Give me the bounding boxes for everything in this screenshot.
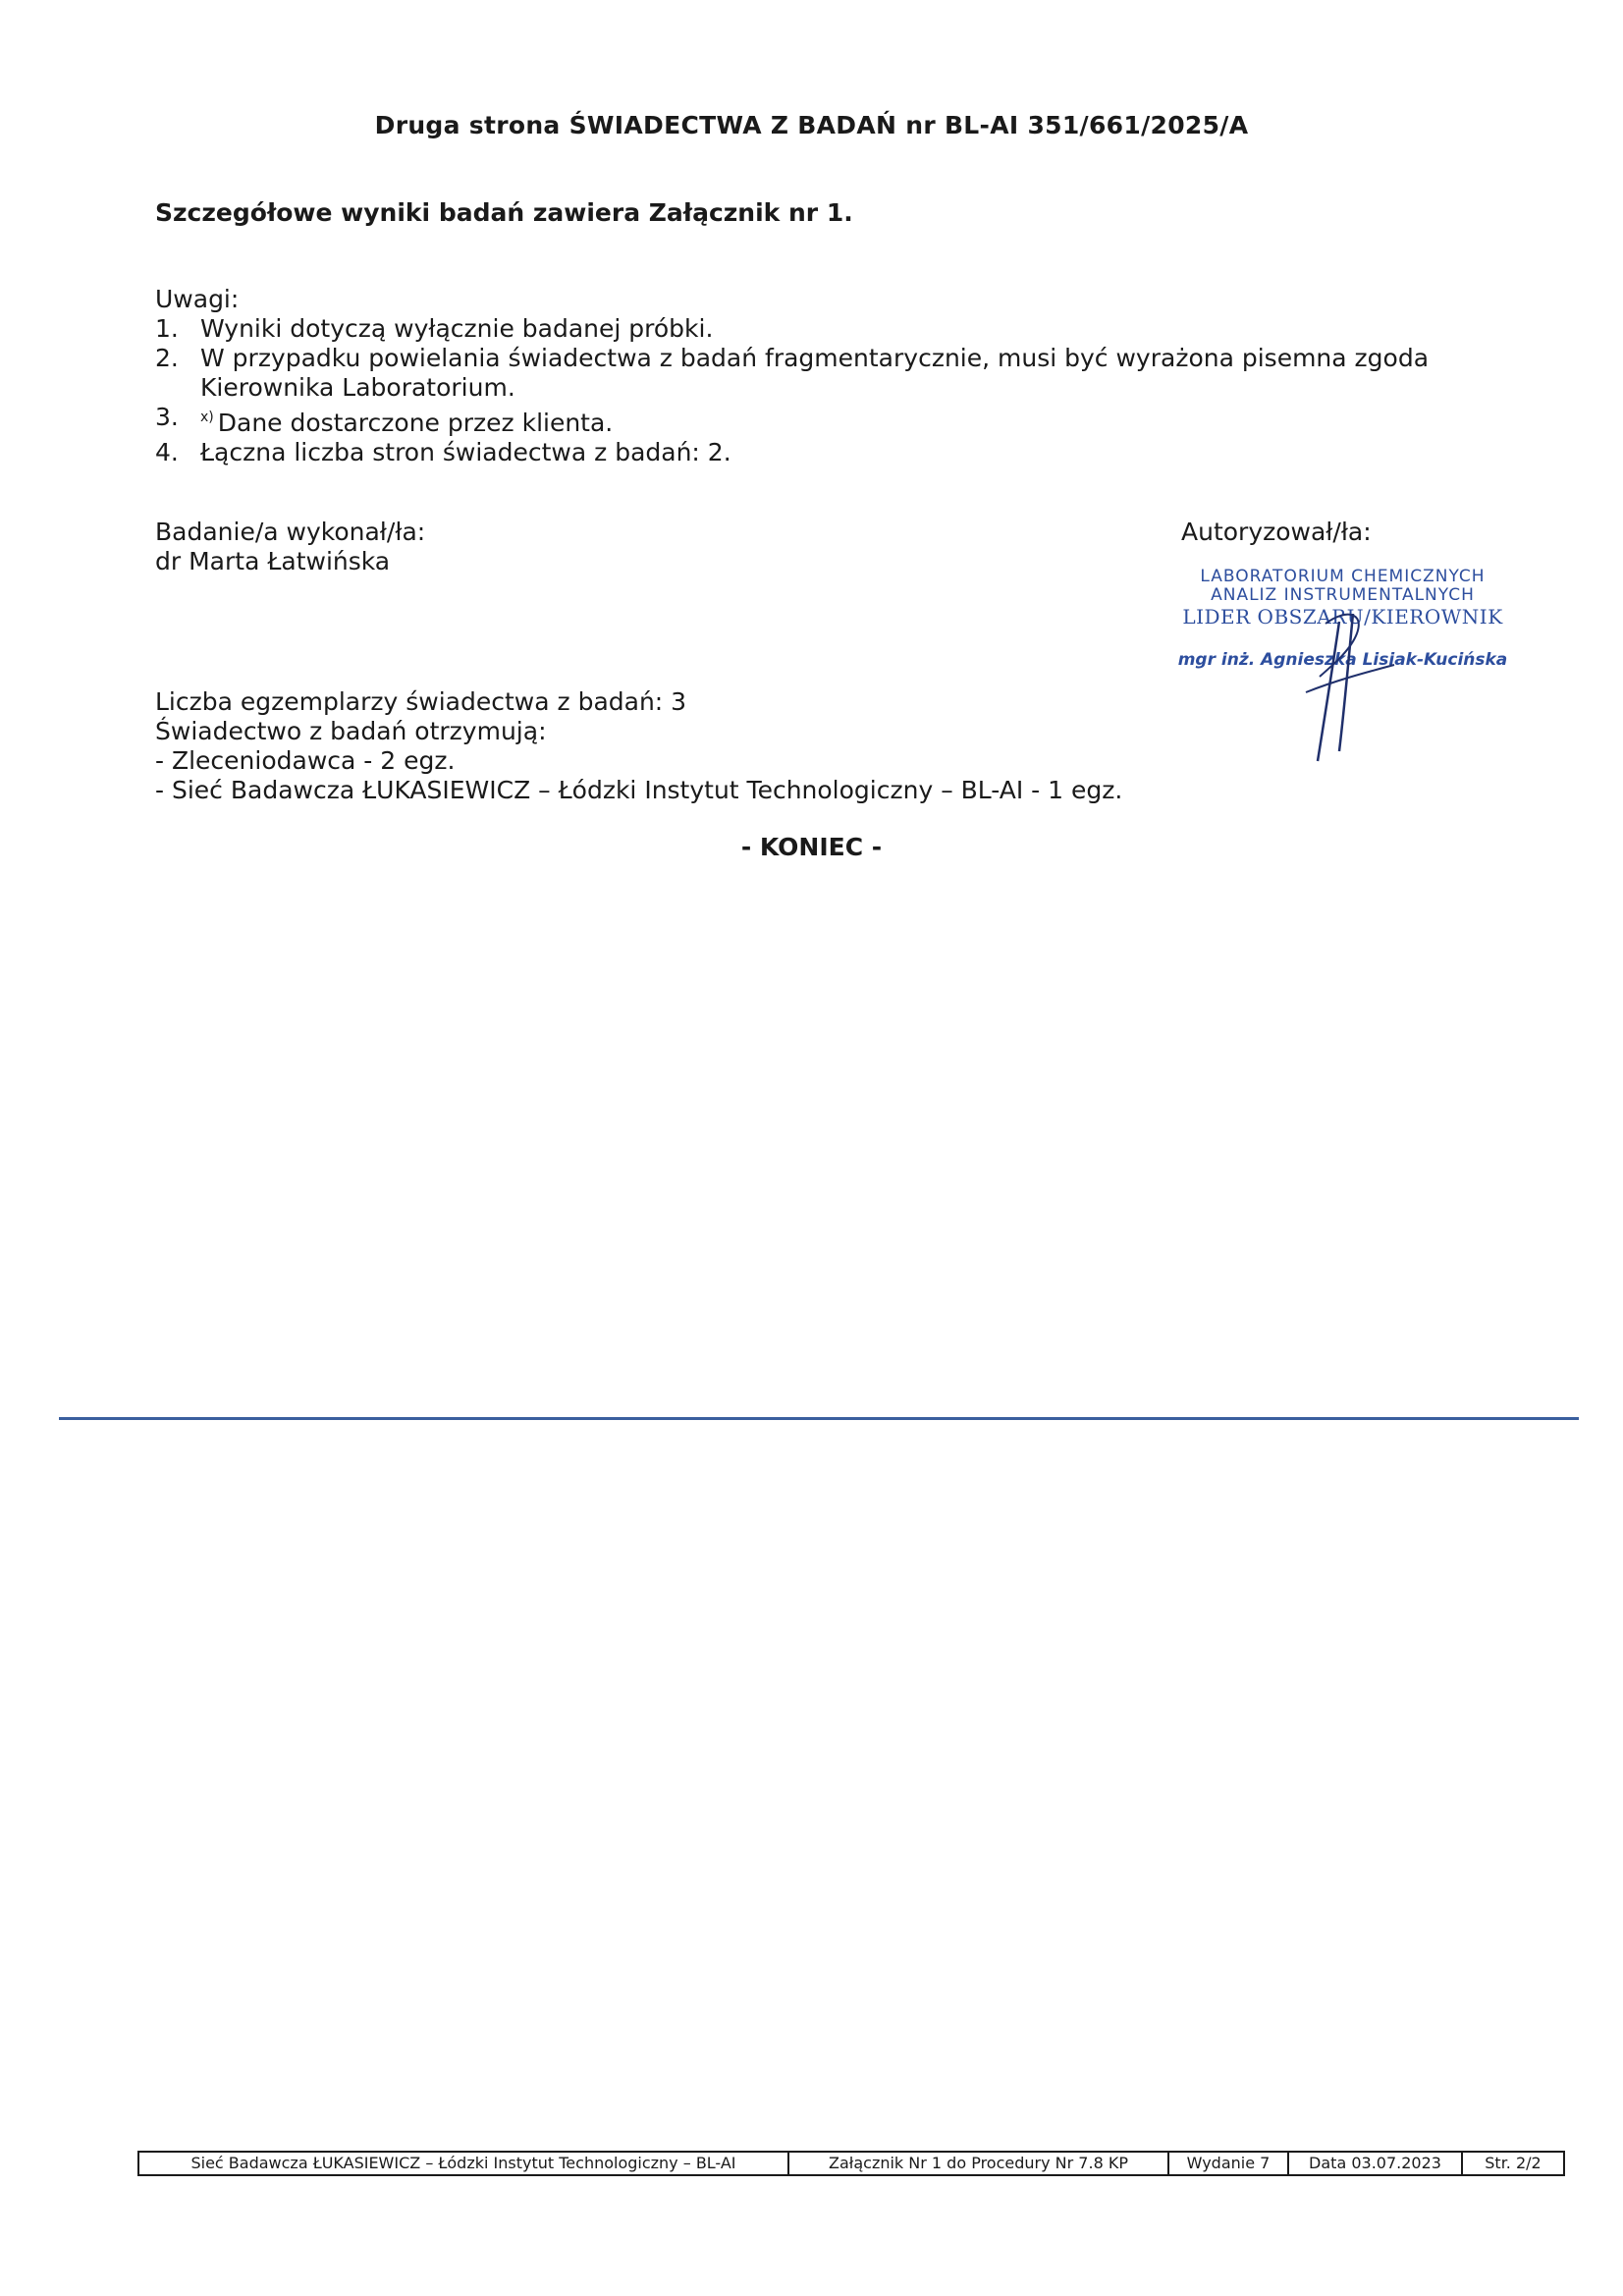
page-footer	[137, 2151, 1565, 2176]
note-superscript: x)	[200, 410, 214, 425]
footer-edition: Wydanie 7	[1169, 2153, 1289, 2174]
recipient-item: - Zleceniodawca - 2 egz.	[155, 746, 456, 775]
note-text: Łączna liczba stron świadectwa z badań: 2.	[200, 438, 731, 466]
note-number: 4.	[155, 438, 179, 466]
stamp-line-lab: LABORATORIUM CHEMICZNYCH	[1200, 567, 1486, 586]
notes-list	[155, 314, 1559, 467]
end-marker: - KONIEC -	[740, 833, 883, 861]
document-title: Druga strona ŚWIADECTWA Z BADAŃ nr BL-AI 351/661/2025/A	[374, 111, 1249, 139]
details-note: Szczegółowe wyniki badań zawiera Załącznik nr 1.	[155, 198, 853, 227]
note-item	[155, 403, 1559, 438]
note-number: 3.	[155, 403, 179, 431]
recipients-label: Świadectwo z badań otrzymują:	[155, 717, 547, 745]
footer-date: Data 03.07.2023	[1289, 2153, 1463, 2174]
footer-organization: Sieć Badawcza ŁUKASIEWICZ – Łódzki Instytut Technologiczny – BL-AI	[139, 2153, 789, 2174]
authorized-by-label: Autoryzował/ła:	[1181, 518, 1372, 546]
note-number: 2.	[155, 344, 179, 372]
copies-count: Liczba egzemplarzy świadectwa z badań: 3	[155, 687, 687, 716]
note-item	[155, 344, 1559, 403]
notes-title: Uwagi:	[155, 285, 240, 313]
stamp-line-role: LIDER OBSZARU/KIEROWNIK	[1182, 605, 1503, 629]
note-number: 1.	[155, 314, 179, 343]
recipient-item: - Sieć Badawcza ŁUKASIEWICZ – Łódzki Instytut Technologiczny – BL-AI - 1 egz.	[155, 776, 1123, 804]
note-text: W przypadku powielania świadectwa z badań fragmentarycznie, musi być wyrażona pisemna zgoda Kierownika Laboratorium.	[200, 344, 1430, 402]
stamp-line-analysis: ANALIZ INSTRUMENTALNYCH	[1211, 585, 1475, 605]
note-text: Wyniki dotyczą wyłącznie badanej próbki.	[200, 314, 714, 343]
footer-annex: Załącznik Nr 1 do Procedury Nr 7.8 KP	[789, 2153, 1169, 2174]
horizontal-divider	[59, 1417, 1579, 1420]
handwritten-signature	[1296, 604, 1404, 771]
performed-by-name: dr Marta Łatwińska	[155, 547, 391, 575]
stamp-line-name: mgr inż. Agnieszka Lisiak-Kucińska	[1177, 650, 1508, 670]
performed-by-label: Badanie/a wykonał/ła:	[155, 518, 426, 546]
footer-page-number: Str. 2/2	[1485, 2154, 1542, 2172]
note-text: Dane dostarczone przez klienta.	[217, 409, 614, 437]
note-item	[155, 438, 1559, 467]
note-item	[155, 314, 1559, 344]
